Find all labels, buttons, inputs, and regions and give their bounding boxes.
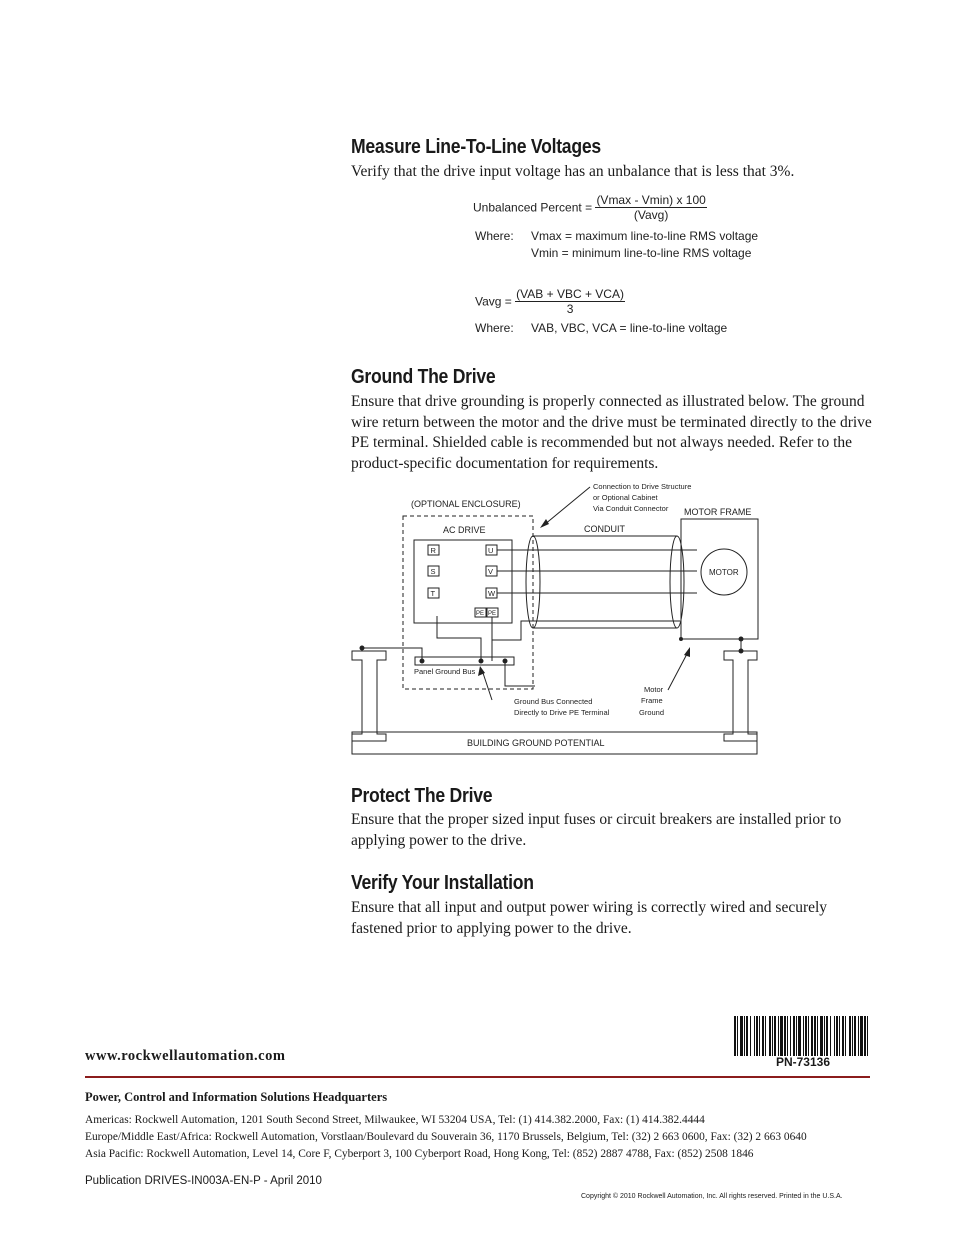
formula-unbalance xyxy=(473,193,707,222)
section-title-verify: Verify Your Installation xyxy=(351,872,534,894)
barcode-label: PN-73136 xyxy=(775,1055,831,1069)
barcode-bar xyxy=(746,1016,748,1056)
barcode-bar xyxy=(740,1016,743,1056)
barcode-bar xyxy=(820,1016,823,1056)
barcode-bar xyxy=(756,1016,758,1056)
formula-unbalance-lhs: Unbalanced Percent = xyxy=(473,200,593,215)
where-label-1: Where: xyxy=(475,229,514,243)
ground-dot-motor-frame xyxy=(739,637,744,642)
label-connection-note-1: Connection to Drive Structure xyxy=(593,482,692,491)
barcode-bar xyxy=(744,1016,745,1056)
label-ac-drive: AC DRIVE xyxy=(443,525,486,535)
footer-hq-title: Power, Control and Information Solutions Headquarters xyxy=(85,1090,388,1104)
barcode-bar xyxy=(830,1016,831,1056)
barcode-bar xyxy=(852,1016,853,1056)
barcode-bar xyxy=(754,1016,755,1056)
ground-dot-right-beam xyxy=(739,649,744,654)
ground-dot-left xyxy=(360,646,365,651)
label-motor-frame-ground-3: Ground xyxy=(639,708,665,717)
formula-vavg-fraction xyxy=(515,287,625,316)
label-panel-ground-bus: Panel Ground Bus xyxy=(414,667,476,676)
grounding-diagram xyxy=(340,478,770,760)
ground-dot-motor-return xyxy=(679,637,683,641)
barcode-bar xyxy=(774,1016,776,1056)
barcode-bar xyxy=(808,1016,809,1056)
i-beam-left xyxy=(352,651,386,741)
label-ground-bus-note-2: Directly to Drive PE Terminal xyxy=(514,708,610,717)
ground-dot-bus-3 xyxy=(503,659,508,664)
footer-asia: Asia Pacific: Rockwell Automation, Level 14, Core F, Cyberport 3, 100 Cyberport Road, Hong Kong, Tel: (852) 2887 4788, Fax: (852) 2508 1846 xyxy=(85,1148,754,1160)
footer-website-link[interactable]: www.rockwellautomation.com xyxy=(85,1048,286,1064)
label-conduit: CONDUIT xyxy=(584,524,625,534)
barcode-bar xyxy=(734,1016,736,1056)
section-title-ground: Ground The Drive xyxy=(351,366,496,388)
barcode-bar xyxy=(796,1016,797,1056)
ground-dot-bus-1 xyxy=(420,659,425,664)
section-body-protect: Ensure that the proper sized input fuses or circuit breakers are installed prior to applying power to the drive. xyxy=(351,811,842,849)
where-label-2: Where: xyxy=(475,321,514,335)
barcode-bar xyxy=(826,1016,828,1056)
barcode-bar xyxy=(784,1016,786,1056)
barcode-bar xyxy=(805,1016,807,1056)
barcode-bar xyxy=(836,1016,838,1056)
barcode-bar xyxy=(854,1016,856,1056)
label-terminal-pe-1: PE xyxy=(476,611,485,617)
formula-unbalance-denominator: (Vavg) xyxy=(633,208,669,222)
barcode-bar xyxy=(798,1016,801,1056)
footer-americas: Americas: Rockwell Automation, 1201 South Second Street, Milwaukee, WI 53204 USA, Tel: (1) 414.382.2000, Fax: (1) 414.382.4444 xyxy=(85,1114,705,1126)
section-body-measure: Verify that the drive input voltage has an unbalance that is less that 3%. xyxy=(351,163,795,180)
barcode-bar xyxy=(849,1016,851,1056)
label-motor-frame-ground-2: Frame xyxy=(641,696,663,705)
barcode-bar xyxy=(759,1016,760,1056)
barcode-bar xyxy=(842,1016,844,1056)
label-terminal-w: W xyxy=(488,589,496,598)
barcode-bar xyxy=(765,1016,766,1056)
where-vab: VAB, VBC, VCA = line-to-line voltage xyxy=(531,321,728,335)
barcode-bar xyxy=(811,1016,813,1056)
formula-vavg xyxy=(475,287,625,316)
formula-vavg-denominator: 3 xyxy=(566,302,574,316)
barcode-bar xyxy=(780,1016,783,1056)
label-terminal-v: V xyxy=(488,567,494,576)
label-terminal-s: S xyxy=(430,567,436,576)
formula-vavg-lhs: Vavg = xyxy=(475,294,512,309)
label-motor: MOTOR xyxy=(709,568,739,577)
footer-emea: Europe/Middle East/Africa: Rockwell Automation, Vorstlaan/Boulevard du Souverain 36, 1170 Brussels, Belgium, Tel: (32) 2 663 0600, Fax: (32) 2 663 0640 xyxy=(85,1131,807,1143)
label-connection-note-2: or Optional Cabinet xyxy=(593,493,658,502)
formula-unbalance-numerator: (Vmax - Vmin) x 100 xyxy=(596,193,706,207)
barcode-bar xyxy=(860,1016,863,1056)
barcode-bar xyxy=(737,1016,738,1056)
label-motor-frame: MOTOR FRAME xyxy=(684,507,752,517)
label-motor-frame-ground-1: Motor xyxy=(644,685,664,694)
footer-publication: Publication DRIVES-IN003A-EN-P - April 2010 xyxy=(85,1175,322,1187)
barcode-graphic xyxy=(734,1016,872,1056)
barcode-bar xyxy=(790,1016,791,1056)
barcode-bar xyxy=(864,1016,866,1056)
section-title-protect: Protect The Drive xyxy=(351,785,493,807)
label-ground-bus-note-1: Ground Bus Connected xyxy=(514,697,593,706)
label-building-ground: BUILDING GROUND POTENTIAL xyxy=(467,738,605,748)
barcode-bar xyxy=(845,1016,846,1056)
barcode-bar xyxy=(778,1016,779,1056)
barcode-bar xyxy=(750,1016,751,1056)
arrowhead-conduit-connector xyxy=(540,519,549,528)
where-vmax: Vmax = maximum line-to-line RMS voltage xyxy=(531,229,759,243)
formula-unbalance-fraction xyxy=(595,193,706,222)
barcode-bar xyxy=(769,1016,771,1056)
where-vmin: Vmin = minimum line-to-line RMS voltage xyxy=(531,246,752,260)
label-terminal-r: R xyxy=(430,546,436,555)
footer-copyright: Copyright © 2010 Rockwell Automation, Inc. All rights reserved. Printed in the U.S.A. xyxy=(581,1193,843,1200)
barcode-bar xyxy=(834,1016,835,1056)
i-beam-right xyxy=(724,651,757,741)
barcode-bar xyxy=(867,1016,868,1056)
barcode-bar xyxy=(858,1016,859,1056)
panel-ground-bus xyxy=(415,657,514,665)
barcode-bar xyxy=(839,1016,840,1056)
barcode-bar xyxy=(793,1016,795,1056)
barcode-bar xyxy=(762,1016,764,1056)
section-body-verify: Ensure that all input and output power wiring is correctly wired and securely fastened prior to applying power to the drive. xyxy=(351,899,828,937)
section-title-measure: Measure Line-To-Line Voltages xyxy=(351,136,601,158)
barcode-bar xyxy=(824,1016,825,1056)
arrowhead-motor-ground xyxy=(684,647,690,657)
ground-dot-bus-2 xyxy=(479,659,484,664)
footer-rule xyxy=(85,1076,870,1078)
label-terminal-t: T xyxy=(430,589,436,598)
barcode-bar xyxy=(814,1016,816,1056)
barcode-bar xyxy=(817,1016,818,1056)
barcode-bar xyxy=(787,1016,788,1056)
label-connection-note-3: Via Conduit Connector xyxy=(593,504,669,513)
label-terminal-u: U xyxy=(488,546,494,555)
barcode-bar xyxy=(803,1016,804,1056)
formula-vavg-numerator: (VAB + VBC + VCA) xyxy=(516,287,624,301)
section-body-ground: Ensure that drive grounding is properly connected as illustrated below. The ground wire return between the motor and the drive must be terminated directly to the drive PE terminal. Shielded cable is recommended but not always needed. Refer to the product-specific documentation for requirements. xyxy=(351,393,872,472)
motor-frame-box xyxy=(681,519,758,639)
label-optional-enclosure: (OPTIONAL ENCLOSURE) xyxy=(411,499,521,509)
label-terminal-pe-2: PE xyxy=(488,611,497,617)
barcode-bar xyxy=(772,1016,773,1056)
